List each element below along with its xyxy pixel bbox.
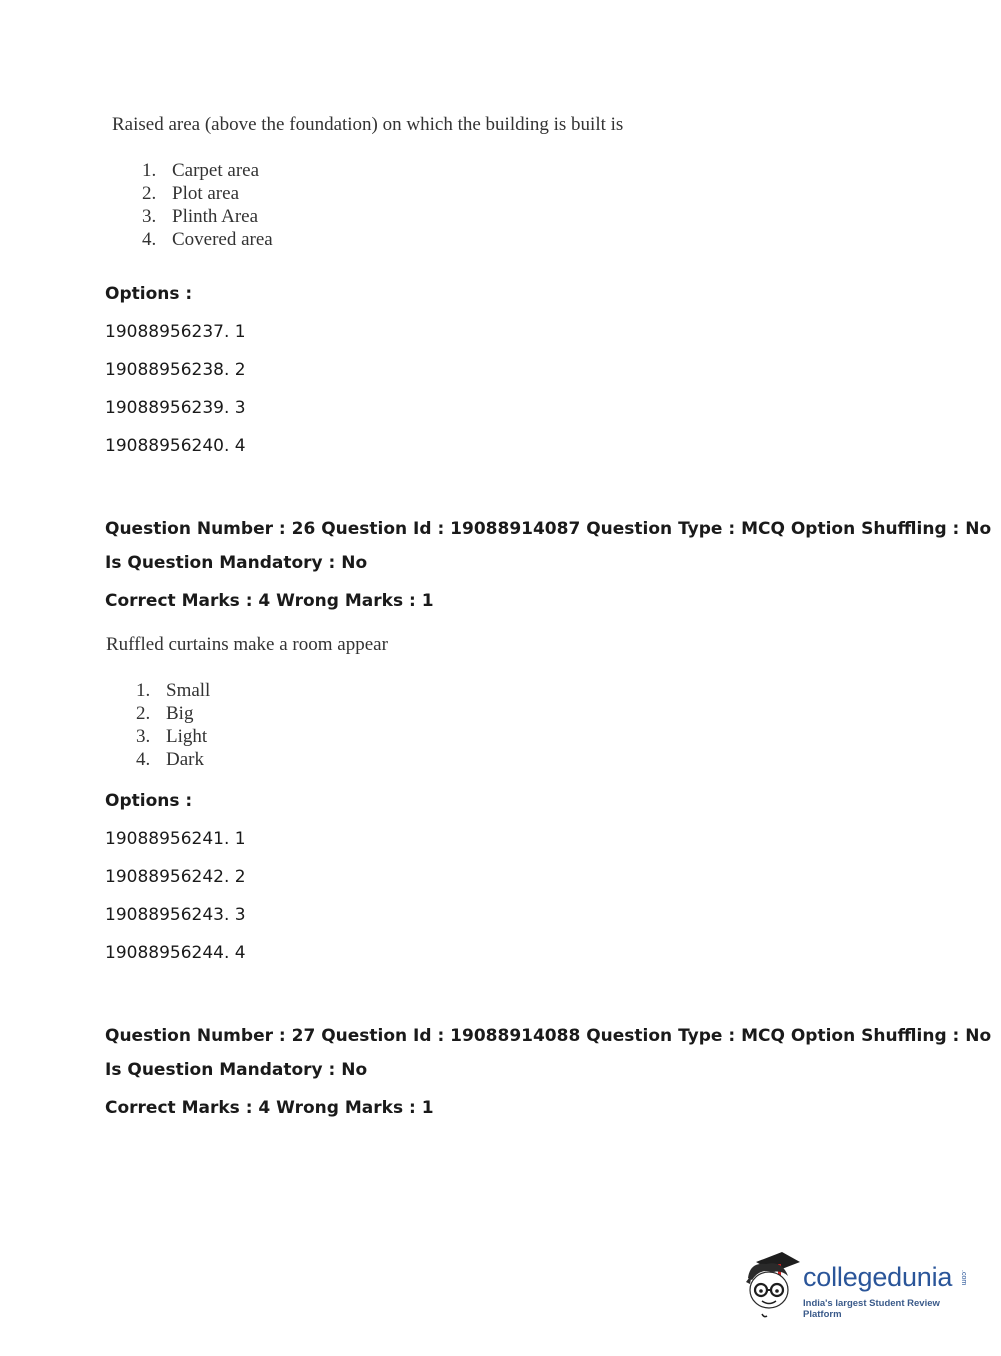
option-item: 19088956244. 4 (105, 943, 246, 963)
question-mandatory: Is Question Mandatory : No (105, 553, 368, 573)
question-mandatory: Is Question Mandatory : No (105, 1060, 368, 1080)
option-item: 19088956239. 3 (105, 398, 246, 418)
option-item: 19088956241. 1 (105, 829, 246, 849)
choice-item: 2. Plot area (142, 183, 240, 204)
question-stem: Ruffled curtains make a room appear (106, 634, 388, 655)
question-stem: Raised area (above the foundation) on which the building is built is (112, 114, 624, 135)
choice-item: 1. Small (136, 680, 211, 701)
mascot-icon (742, 1248, 804, 1320)
option-item: 19088956238. 2 (105, 360, 246, 380)
question-marks: Correct Marks : 4 Wrong Marks : 1 (105, 1098, 434, 1118)
logo-tagline: India's largest Student Review Platform (803, 1298, 940, 1320)
question-header: Question Number : 26 Question Id : 19088914087 Question Type : MCQ Option Shuffling : No (105, 519, 992, 539)
logo-domain-suffix: .com (960, 1270, 967, 1286)
logo-wordmark: collegedunia (803, 1262, 953, 1292)
question-marks: Correct Marks : 4 Wrong Marks : 1 (105, 591, 434, 611)
choice-item: 2. Big (136, 703, 194, 724)
collegedunia-logo[interactable] (742, 1248, 972, 1320)
choice-item: 4. Covered area (142, 229, 273, 250)
option-item: 19088956237. 1 (105, 322, 246, 342)
option-item: 19088956240. 4 (105, 436, 246, 456)
choice-item: 3. Light (136, 726, 208, 747)
question-header: Question Number : 27 Question Id : 19088914088 Question Type : MCQ Option Shuffling : No (105, 1026, 992, 1046)
choice-item: 4. Dark (136, 749, 204, 770)
option-item: 19088956243. 3 (105, 905, 246, 925)
options-heading: Options : (105, 791, 193, 811)
choice-item: 3. Plinth Area (142, 206, 259, 227)
options-heading: Options : (105, 284, 193, 304)
option-item: 19088956242. 2 (105, 867, 246, 887)
choice-item: 1. Carpet area (142, 160, 260, 181)
